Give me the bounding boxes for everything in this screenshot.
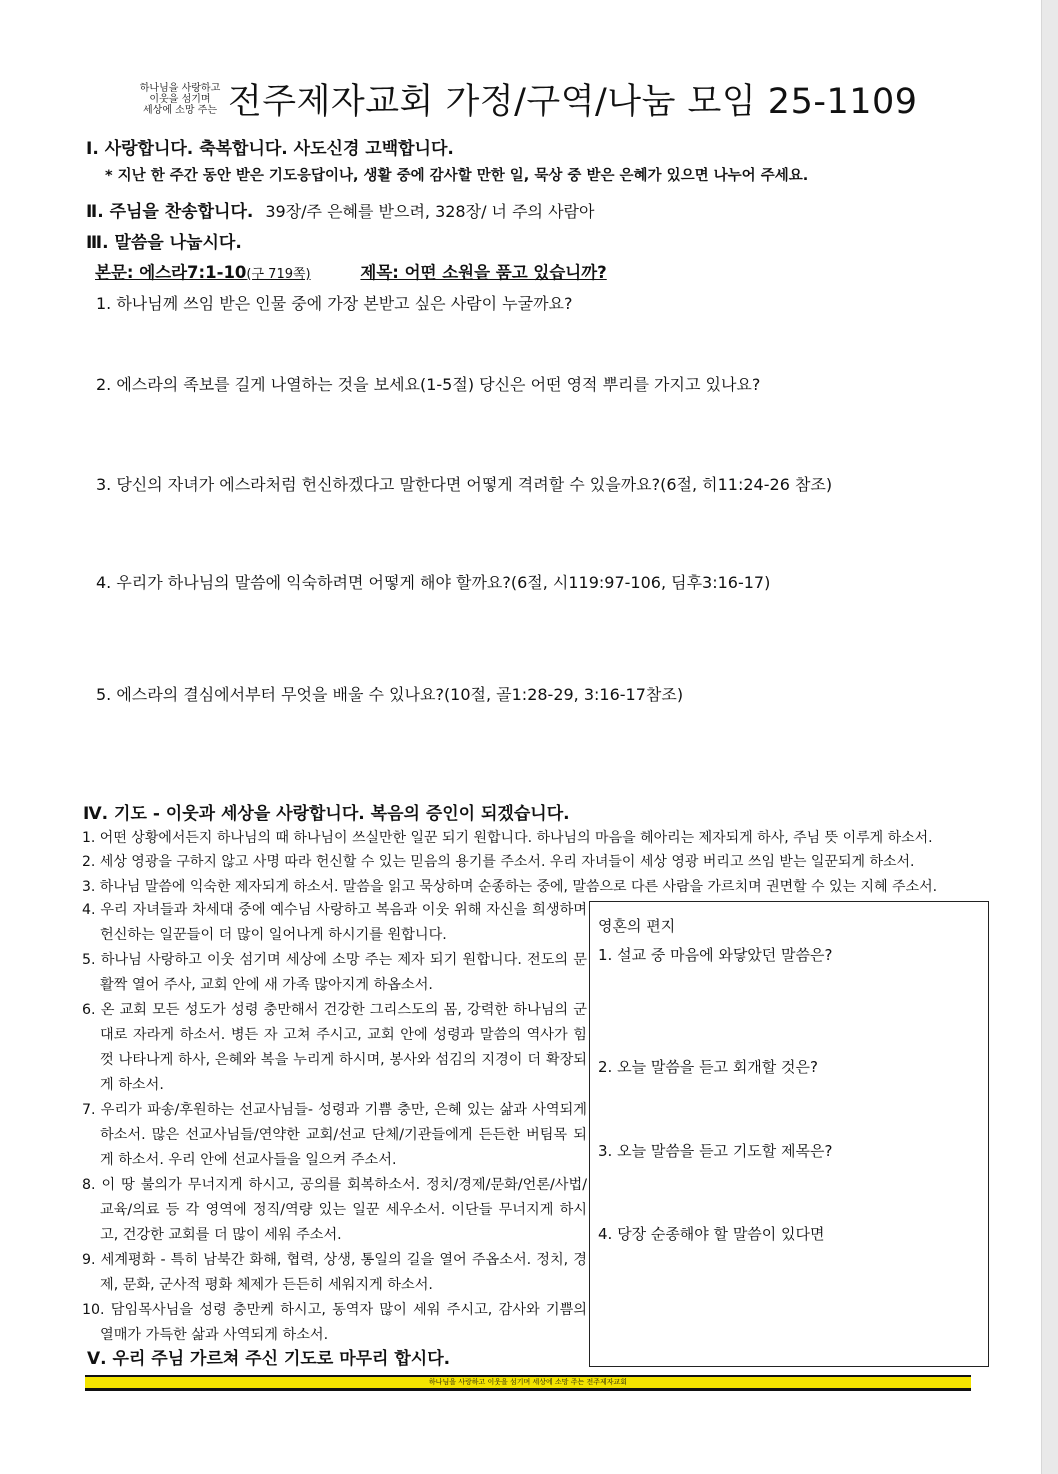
tagline-line-2: 이웃을 섬기며 — [149, 94, 211, 105]
sermon-subject: 제목: 어떤 소원을 품고 있습니까? — [360, 263, 607, 282]
soul-letter-item-3: 3. 오늘 말씀을 듣고 기도할 제목은? — [598, 1142, 833, 1160]
section-1-note: * 지난 한 주간 동안 받은 기도응답이나, 생활 중에 감사할 만한 일, 묵상 중 받은 은혜가 있으면 나누어 주세요. — [105, 168, 809, 184]
prayer-list-wrapped — [82, 898, 587, 1348]
section-3-heading: Ⅲ. 말씀을 나눕시다. — [86, 233, 242, 253]
prayer-item-7: 7. 우리가 파송/후원하는 선교사님들- 성령과 기쁨 충만, 은혜 있는 삶과 사역되게 하소서. 많은 선교사님들/연약한 교회/선교 단체/기관들에게 든든한 버팀목 되게 하소서. 우리 안에 선교사들을 일으켜 주소서. — [82, 1102, 587, 1168]
page-edge-shade — [1041, 0, 1058, 1474]
question-4: 4. 우리가 하나님의 말씀에 익숙하려면 어떻게 해야 할까요?(6절, 시119:97-106, 딤후3:16-17) — [96, 573, 771, 592]
prayer-item-10: 10. 담임목사님을 성령 충만케 하시고, 동역자 많이 세워 주시고, 감사와 기쁨의 열매가 가득한 삶과 사역되게 하소서. — [82, 1302, 587, 1343]
soul-letter-item-2: 2. 오늘 말씀을 듣고 회개할 것은? — [598, 1058, 818, 1076]
prayer-item-3: 3. 하나님 말씀에 익숙한 제자되게 하소서. 말씀을 읽고 묵상하며 순종하는 중에, 말씀으로 다른 사람을 가르치며 권면할 수 있는 지혜 주소서. — [82, 879, 938, 895]
question-2: 2. 에스라의 족보를 길게 나열하는 것을 보세요(1-5절) 당신은 어떤 영적 뿌리를 가지고 있나요? — [96, 375, 761, 394]
section-2-heading — [86, 197, 594, 222]
section-2-title: Ⅱ. 주님을 찬송합니다. — [86, 202, 254, 222]
section-1-heading: Ⅰ. 사랑합니다. 축복합니다. 사도신경 고백합니다. — [86, 139, 454, 159]
soul-letter-box — [589, 901, 989, 1367]
scripture-passage: 본문: 에스라7:1-10 — [95, 263, 247, 282]
church-tagline — [133, 83, 227, 116]
prayer-item-9: 9. 세계평화 - 특히 남북간 화해, 협력, 상생, 통일의 길을 열어 주옵소서. 정치, 경제, 문화, 군사적 평화 체제가 든든히 세워지게 하소서. — [82, 1252, 587, 1293]
footer-text: 하나님을 사랑하고 이웃을 섬기며 세상에 소망 주는 전주제자교회 — [428, 1378, 628, 1386]
page-title: 전주제자교회 가정/구역/나눔 모임 25-1109 — [228, 82, 918, 122]
prayer-item-8: 8. 이 땅 불의가 무너지게 하시고, 공의를 회복하소서. 정치/경제/문화/언론/사법/교육/의료 등 각 영역에 정직/역량 있는 일꾼 세우소서. 이단들 무너지게 하시고, 건강한 교회를 더 많이 세워 주소서. — [82, 1177, 587, 1243]
prayer-item-2: 2. 세상 영광을 구하지 않고 사명 따라 헌신할 수 있는 믿음의 용기를 주소서. 우리 자녀들이 세상 영광 버리고 쓰임 받는 일꾼되게 하소서. — [82, 854, 915, 870]
tagline-line-1: 하나님을 사랑하고 — [139, 83, 221, 94]
section-5-heading: Ⅴ. 우리 주님 가르쳐 주신 기도로 마무리 합시다. — [87, 1349, 451, 1369]
prayer-item-1: 1. 어떤 상황에서든지 하나님의 때 하나님이 쓰실만한 일꾼 되기 원합니다. 하나님의 마음을 헤아리는 제자되게 하사, 주님 뜻 이루게 하소서. — [82, 830, 933, 846]
soul-letter-item-1: 1. 설교 중 마음에 와닿았던 말씀은? — [598, 946, 833, 964]
soul-letter-item-4: 4. 당장 순종해야 할 말씀이 있다면 — [598, 1225, 825, 1243]
hymn-list: 39장/주 은혜를 받으려, 328장/ 너 주의 사람아 — [265, 202, 595, 221]
question-1: 1. 하나님께 쓰임 받은 인물 중에 가장 본받고 싶은 사람이 누굴까요? — [96, 294, 573, 313]
question-3: 3. 당신의 자녀가 에스라처럼 헌신하겠다고 말한다면 어떻게 격려할 수 있을까요?(6절, 히11:24-26 참조) — [96, 475, 833, 494]
question-5: 5. 에스라의 결심에서부터 무엇을 배울 수 있나요?(10절, 골1:28-29, 3:16-17참조) — [96, 685, 684, 704]
scripture-line — [95, 259, 607, 283]
scripture-page-ref: (구 719쪽) — [246, 267, 311, 282]
footer-band — [85, 1375, 971, 1391]
prayer-item-5: 5. 하나님 사랑하고 이웃 섬기며 세상에 소망 주는 제자 되기 원합니다. 전도의 문 활짝 열어 주사, 교회 안에 새 가족 많아지게 하옵소서. — [82, 952, 587, 993]
tagline-line-3: 세상에 소망 주는 — [143, 105, 217, 116]
prayer-item-4: 4. 우리 자녀들과 차세대 중에 예수님 사랑하고 복음과 이웃 위해 자신을 희생하며 헌신하는 일꾼들이 더 많이 일어나게 하시기를 원합니다. — [82, 902, 587, 943]
soul-letter-title: 영혼의 편지 — [598, 917, 676, 935]
section-4-heading: Ⅳ. 기도 - 이웃과 세상을 사랑합니다. 복음의 증인이 되겠습니다. — [83, 804, 570, 824]
prayer-item-6: 6. 온 교회 모든 성도가 성령 충만해서 건강한 그리스도의 몸, 강력한 하나님의 군대로 자라게 하소서. 병든 자 고쳐 주시고, 교회 안에 성령과 말씀의 역사가 힘껏 나타나게 하사, 은혜와 복을 누리게 하시며, 봉사와 섬김의 지경이 더 확장되게 하소서. — [82, 1002, 587, 1093]
scripture-text — [95, 263, 311, 282]
